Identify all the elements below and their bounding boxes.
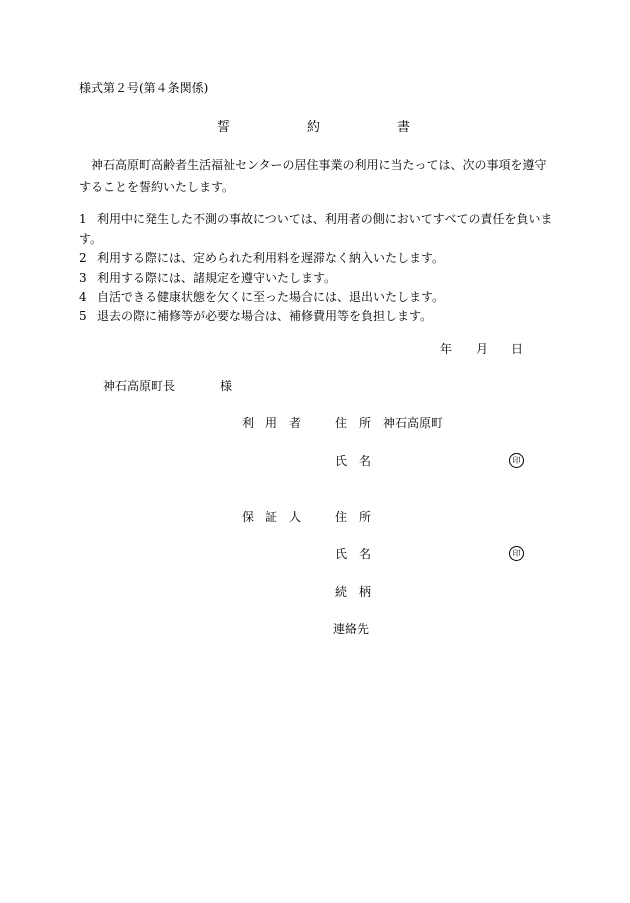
role-char-1: 保 — [242, 510, 255, 524]
label-char-2: 名 — [359, 454, 372, 468]
date-year-label: 年 — [440, 342, 453, 356]
label-char-1: 住 — [335, 510, 348, 524]
list-item — [79, 306, 553, 326]
item-text: 利用する際には、定められた利用料を遅滞なく納入いたします。 — [97, 251, 445, 265]
role-char-2: 証 — [265, 510, 278, 524]
item-text: 利用する際には、諸規定を遵守いたします。 — [97, 271, 337, 285]
item-number: 3 — [79, 271, 87, 285]
role-char-3: 者 — [289, 416, 302, 430]
date-day-label: 日 — [511, 342, 524, 356]
label-char-2: 柄 — [359, 585, 372, 599]
item-number: 2 — [79, 251, 87, 265]
date-month-label: 月 — [476, 342, 489, 356]
label-char-2: 所 — [359, 416, 372, 430]
label-char-1: 氏 — [335, 454, 348, 468]
preamble-text: 神石高原町高齢者生活福祉センターの居住事業の利用に当たっては、次の事項を遵守することを誓約いたします。 — [79, 158, 547, 194]
item-text: 自活できる健康状態を欠くに至った場合には、退出いたします。 — [97, 290, 445, 304]
role-char-1: 利 — [242, 416, 255, 430]
form-number: 様式第２号(第４条関係) — [79, 81, 209, 95]
list-item — [79, 268, 553, 288]
item-text: 退去の際に補修等が必要な場合は、補修費用等を負担します。 — [97, 309, 433, 323]
title-char-1: 誓 — [217, 120, 231, 135]
list-item — [79, 248, 553, 268]
role-char-2: 用 — [265, 416, 278, 430]
list-item — [79, 287, 553, 307]
item-number: 5 — [79, 309, 87, 323]
user-address-value: 神石高原町 — [383, 416, 444, 430]
title-char-2: 約 — [307, 120, 321, 135]
label-char-2: 名 — [359, 547, 372, 561]
guarantor-contact-label: 連絡先 — [333, 622, 370, 636]
role-char-3: 人 — [289, 510, 302, 524]
item-number: 4 — [79, 290, 87, 304]
label-char-2: 所 — [359, 510, 372, 524]
item-text: 利用中に発生した不測の事故については、利用者の側においてすべての責任を負います。 — [79, 212, 553, 246]
label-char-1: 氏 — [335, 547, 348, 561]
seal-mark-icon: 印 — [509, 453, 524, 468]
title-char-3: 書 — [397, 120, 411, 135]
item-number: 1 — [79, 212, 87, 226]
addressee-honorific: 様 — [220, 379, 233, 393]
label-char-1: 住 — [335, 416, 348, 430]
label-char-1: 続 — [335, 585, 348, 599]
seal-mark-icon: 印 — [509, 546, 524, 561]
addressee-name: 神石高原町長 — [103, 379, 176, 393]
list-item — [79, 209, 553, 249]
